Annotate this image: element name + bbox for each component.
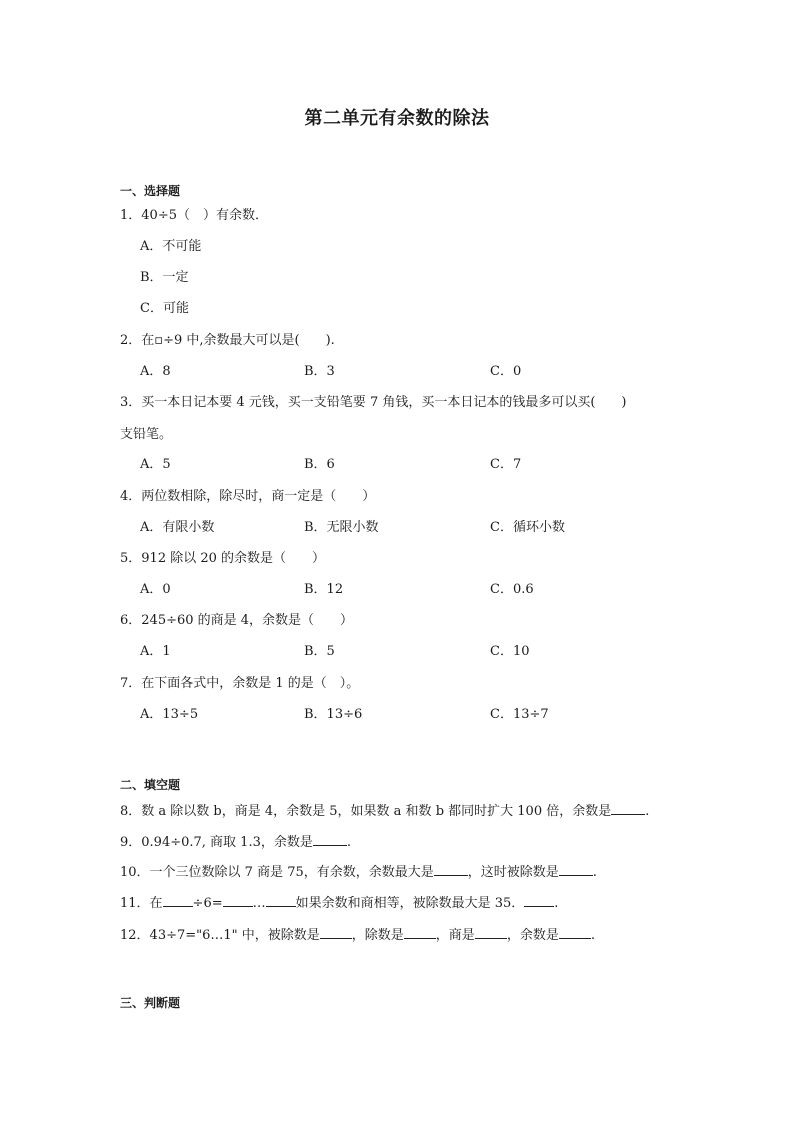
question-3-option-b: B．6 — [304, 457, 335, 472]
answer-blank[interactable] — [313, 833, 347, 846]
document-title: 第二单元有余数的除法 — [304, 108, 490, 129]
question-2-option-a: A．8 — [140, 364, 171, 379]
question-9-end: . — [346, 835, 351, 850]
question-12-text-1: 12．43÷7="6…1" 中，被除数是 — [120, 928, 320, 943]
question-10-text-2: ，这时被除数是 — [467, 865, 559, 880]
question-11-text-4: 如果余数和商相等，被除数最大是 35． — [295, 896, 525, 911]
answer-blank[interactable] — [223, 894, 253, 907]
question-12-text-2: ，除数是 — [351, 928, 404, 943]
question-5-option-a: A．0 — [140, 582, 171, 597]
question-1-option-a: A．不可能 — [140, 239, 202, 254]
answer-blank[interactable] — [611, 802, 645, 815]
question-11 — [120, 894, 558, 912]
question-3-option-c: C．7 — [490, 457, 522, 472]
question-12-text-4: ，余数是 — [506, 928, 559, 943]
question-10-text-1: 10．一个三位数除以 7 商是 75，有余数，余数最大是 — [120, 865, 434, 880]
answer-blank[interactable] — [163, 894, 193, 907]
question-7-stem: 7．在下面各式中，余数是 1 的是（ ）。 — [120, 676, 360, 691]
answer-blank[interactable] — [524, 894, 554, 907]
question-12-end: . — [590, 928, 595, 943]
question-6-option-b: B．5 — [304, 644, 335, 659]
question-2-option-c: C．0 — [490, 364, 522, 379]
question-4-stem: 4．两位数相除，除尽时，商一定是（ ） — [120, 489, 376, 504]
question-4-option-a: A．有限小数 — [140, 520, 215, 535]
question-3-option-a: A．5 — [140, 457, 171, 472]
question-9-text: 9．0.94÷0.7, 商取 1.3，余数是 — [120, 835, 313, 850]
question-1-option-c: C．可能 — [140, 301, 189, 316]
question-7-option-a: A．13÷5 — [140, 707, 199, 722]
question-10 — [120, 863, 597, 881]
question-7-option-c: C．13÷7 — [490, 707, 549, 722]
question-12-text-3: ，商是 — [435, 928, 475, 943]
question-11-text-1: 11．在 — [120, 896, 163, 911]
question-9 — [120, 833, 351, 851]
question-12 — [120, 926, 595, 944]
question-8-text: 8．数 a 除以数 b，商是 4，余数是 5，如果数 a 和数 b 都同时扩大 100 倍，余数是 — [120, 804, 612, 819]
question-1-option-b: B．一定 — [140, 270, 189, 285]
question-1-stem: 1．40÷5（ ）有余数． — [120, 208, 268, 223]
question-3-stem-continued: 支铅笔。 — [120, 427, 173, 442]
answer-blank[interactable] — [559, 863, 593, 876]
question-5-stem: 5．912 除以 20 的余数是（ ） — [120, 551, 326, 566]
question-4-option-b: B．无限小数 — [304, 520, 379, 535]
question-5-option-b: B．12 — [304, 582, 344, 597]
question-2-option-b: B．3 — [304, 364, 335, 379]
section-heading-choice: 一、选择题 — [120, 184, 181, 198]
answer-blank[interactable] — [320, 926, 352, 939]
question-11-text-3: … — [252, 896, 266, 911]
answer-blank[interactable] — [434, 863, 468, 876]
answer-blank[interactable] — [404, 926, 436, 939]
question-6-option-c: C．10 — [490, 644, 530, 659]
question-11-text-2: ÷6= — [192, 896, 223, 911]
section-heading-fill: 二、填空题 — [120, 778, 181, 792]
answer-blank[interactable] — [266, 894, 296, 907]
question-6-option-a: A．1 — [140, 644, 171, 659]
question-2-stem: 2．在▫÷9 中,余数最大可以是( ). — [120, 333, 335, 348]
answer-blank[interactable] — [559, 926, 591, 939]
question-11-end: . — [554, 896, 559, 911]
question-8 — [120, 802, 649, 820]
question-8-end: . — [645, 804, 650, 819]
question-10-end: . — [592, 865, 597, 880]
answer-blank[interactable] — [475, 926, 507, 939]
question-3-stem: 3．买一本日记本要 4 元钱，买一支铅笔要 7 角钱，买一本日记本的钱最多可以买( ) — [120, 395, 627, 410]
question-7-option-b: B．13÷6 — [304, 707, 363, 722]
question-5-option-c: C．0.6 — [490, 582, 534, 597]
question-6-stem: 6．245÷60 的商是 4，余数是（ ） — [120, 613, 354, 628]
question-4-option-c: C．循环小数 — [490, 520, 565, 535]
section-heading-judge: 三、判断题 — [120, 996, 181, 1010]
